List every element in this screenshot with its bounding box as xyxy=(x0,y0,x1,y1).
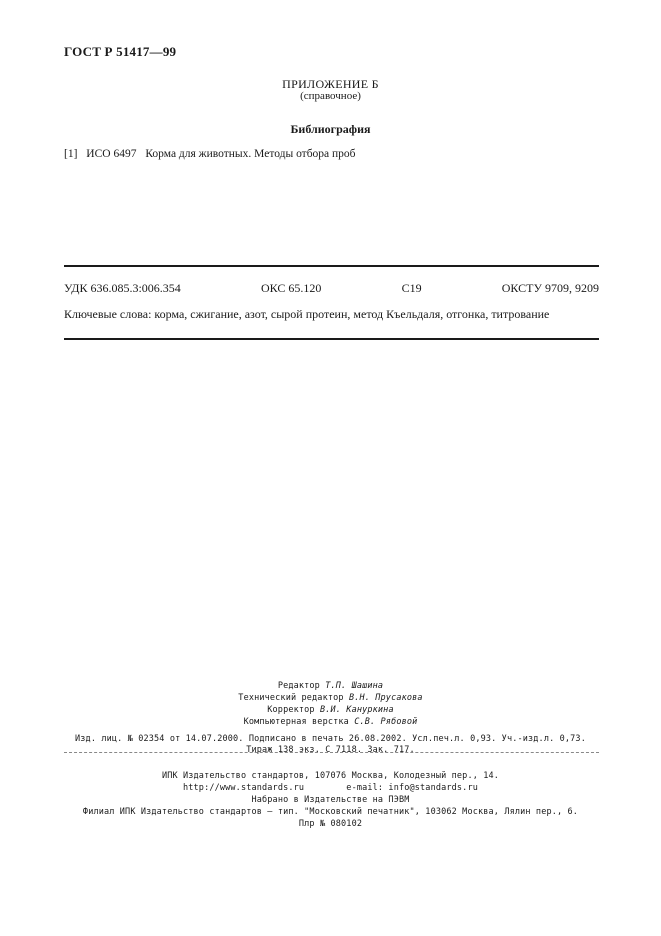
imprint-publisher: ИПК Издательство стандартов, 107076 Москва, Колодезный пер., 14. xyxy=(161,771,500,781)
imprint-plr: Плр № 080102 xyxy=(298,819,363,829)
document-code: ГОСТ Р 51417—99 xyxy=(64,44,177,59)
imprint-tech-editor: Технический редактор В.Н. Прусакова xyxy=(238,693,423,703)
oks-code: ОКС 65.120 xyxy=(261,281,322,295)
bibliography-title: Библиография xyxy=(290,122,371,136)
okstu-code: ОКСТУ 9709, 9209 xyxy=(501,281,599,295)
imprint-contacts xyxy=(0,783,661,793)
entry-text: Корма для животных. Методы отбора проб xyxy=(145,148,356,160)
divider-bottom xyxy=(64,338,599,340)
imprint-corrector: Корректор В.И. Кануркина xyxy=(267,705,394,715)
classification-row xyxy=(64,281,599,296)
imprint-license: Изд. лиц. № 02354 от 14.07.2000. Подписано в печать 26.08.2002. Усл.печ.л. 0,93. Уч.-изд.л. 0,73. xyxy=(75,734,586,744)
imprint-editor: Редактор Т.П. Шашина xyxy=(277,681,384,691)
imprint-typeset: Набрано в Издательстве на ПЭВМ xyxy=(251,795,410,805)
group-code: С19 xyxy=(401,281,422,295)
imprint-print-run: Тираж 138 экз. С 7118. Зак. 717. xyxy=(246,745,415,755)
entry-reference: ИСО 6497 xyxy=(86,148,137,160)
imprint-branch: Филиал ИПК Издательство стандартов — тип. "Московский печатник", 103062 Москва, Лялин пер., 6. xyxy=(82,807,579,817)
imprint-layout: Компьютерная верстка С.В. Рябовой xyxy=(243,717,418,727)
publisher-website: http://www.standards.ru xyxy=(183,783,305,793)
imprint-separator xyxy=(64,752,599,753)
appendix-title: ПРИЛОЖЕНИЕ Б xyxy=(282,77,379,91)
publisher-email: e-mail: info@standards.ru xyxy=(346,783,478,793)
keywords-line: Ключевые слова: корма, сжигание, азот, сырой протеин, метод Къельдаля, отгонка, титрование xyxy=(64,307,550,321)
entry-number: [1] xyxy=(64,148,78,160)
divider-top xyxy=(64,265,599,267)
appendix-subtitle: (справочное) xyxy=(300,90,361,102)
udk-code: УДК 636.085.3:006.354 xyxy=(64,281,181,295)
bibliography-entry xyxy=(64,148,362,160)
